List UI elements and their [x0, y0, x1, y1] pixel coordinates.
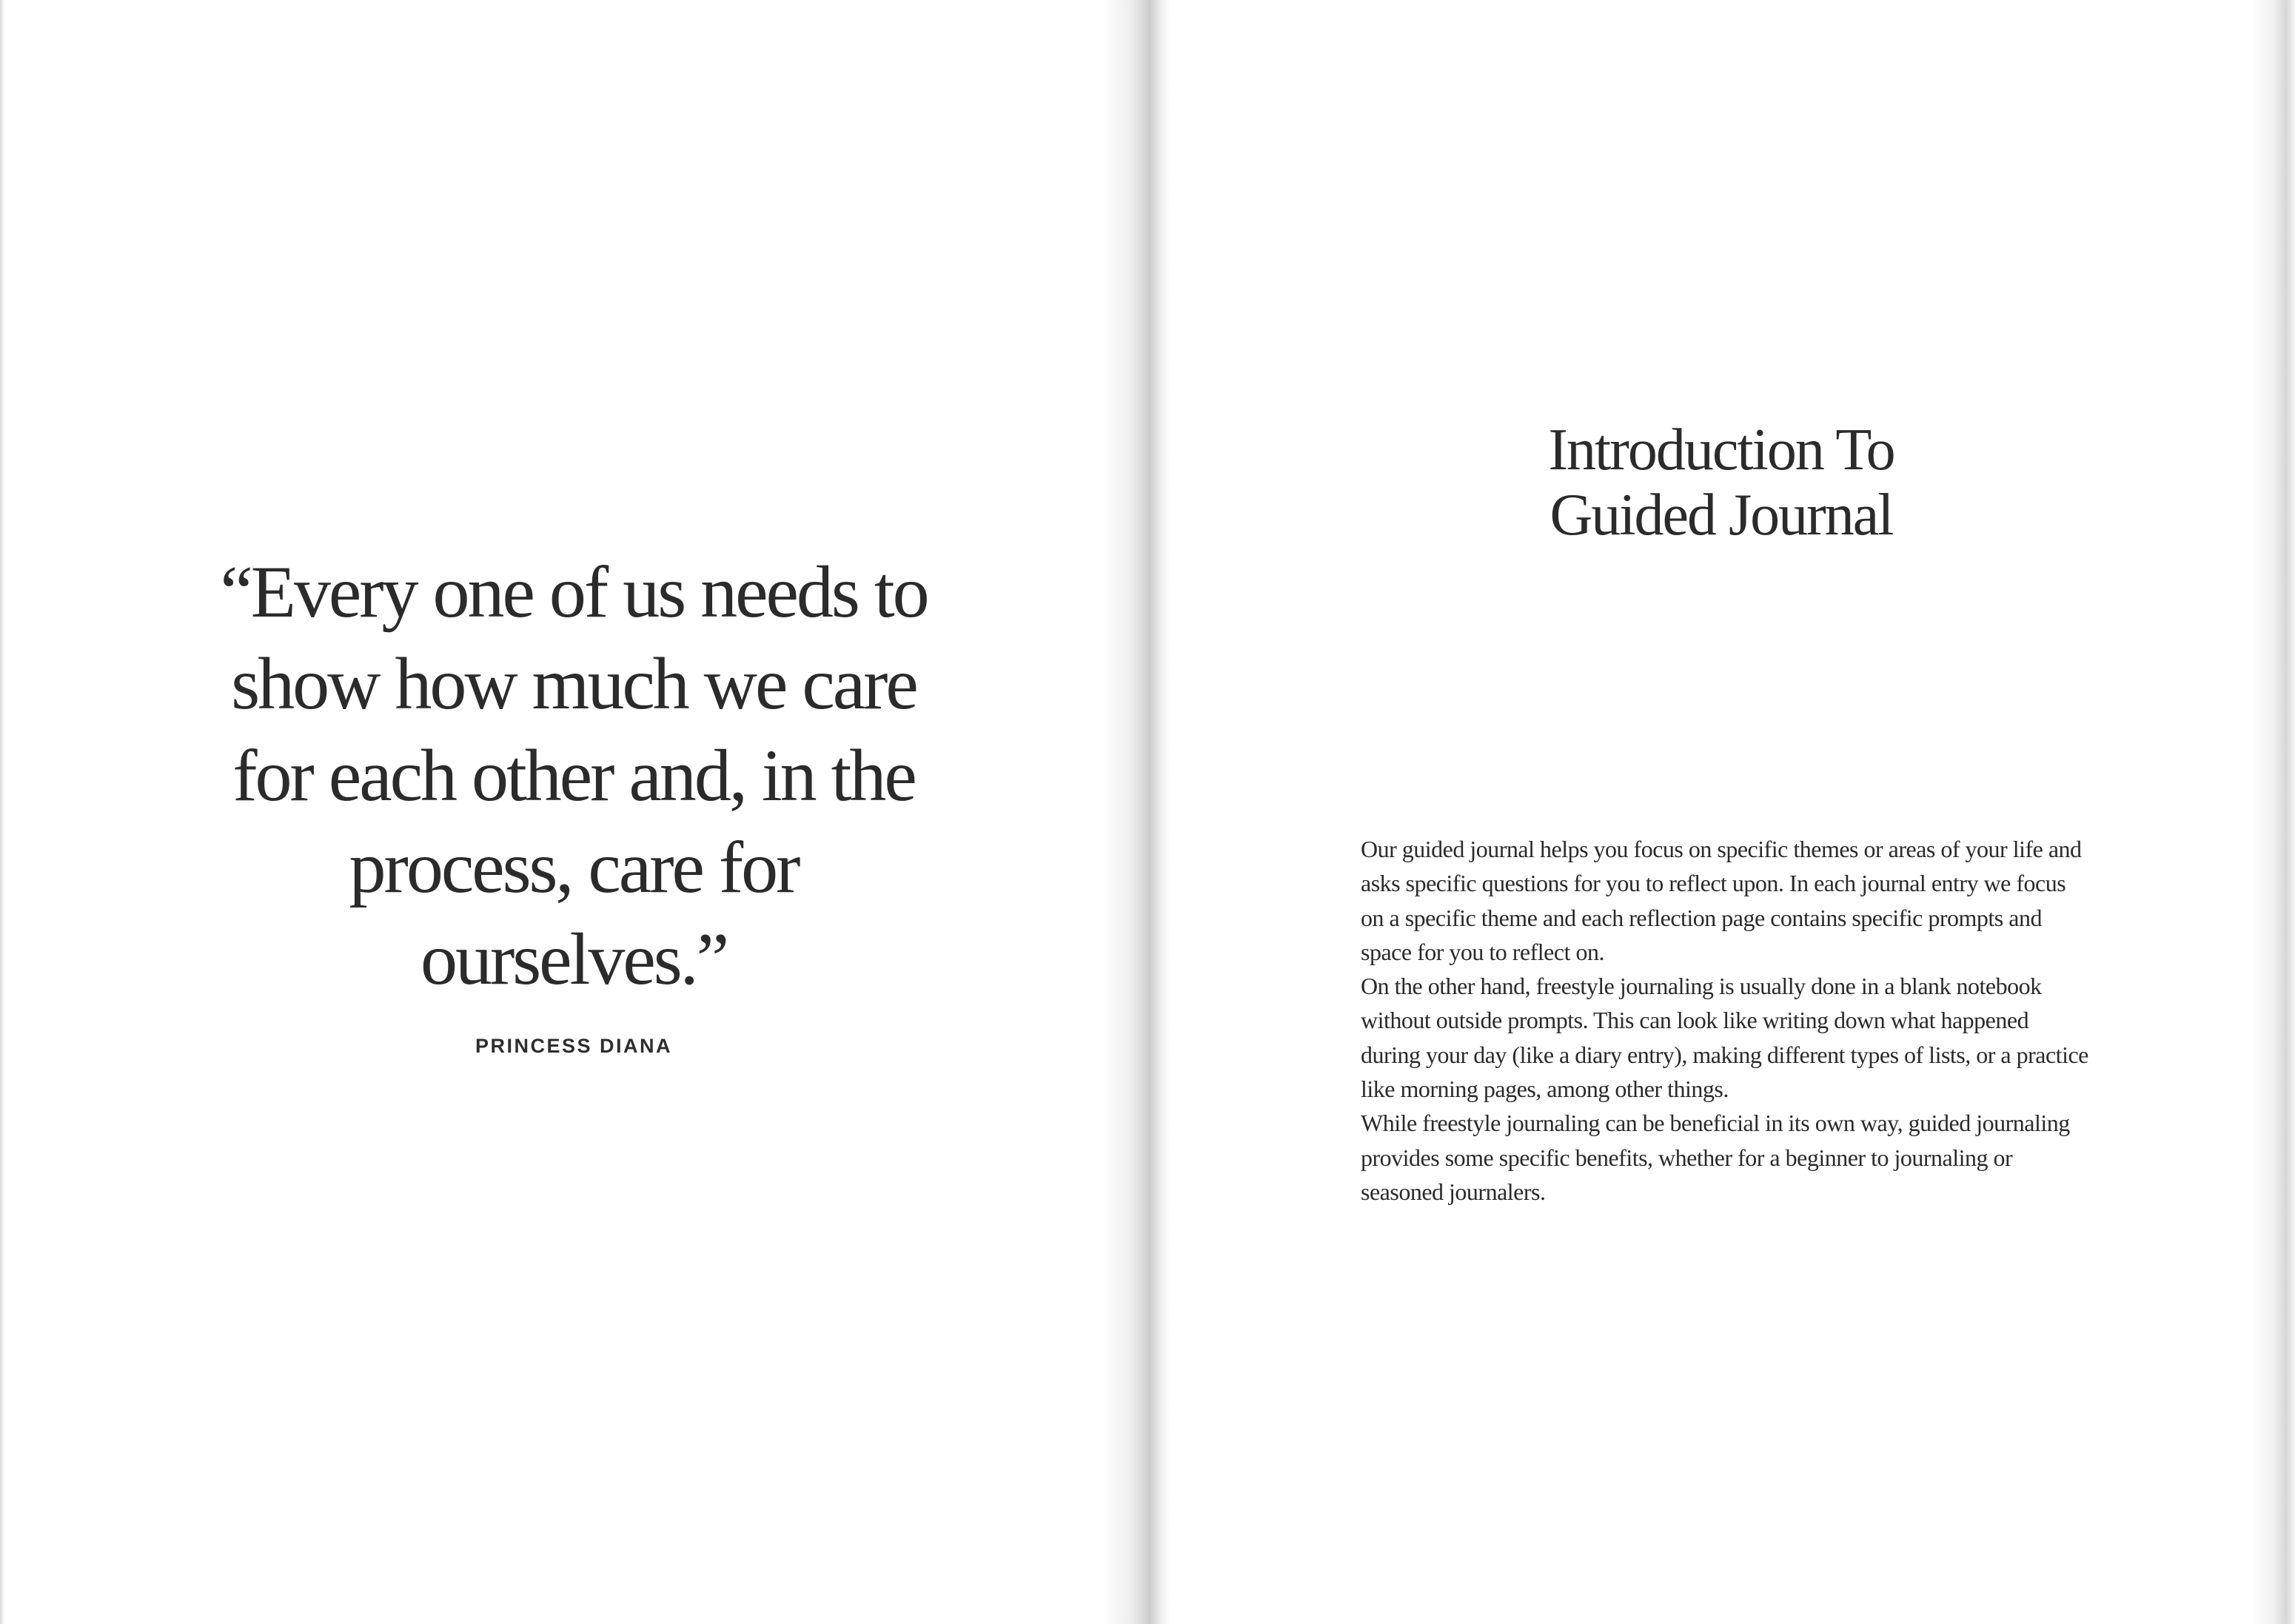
book-gutter-shadow [1103, 0, 1170, 1624]
quote-text: “Every one of us needs to show how much we care for each other and, in the process, care for ourselves.” [220, 551, 928, 1000]
paragraph: While freestyle journaling can be beneficial in its own way, guided journaling provides some specific benefits, whether for a beginner to journaling or seasoned journalers. [1361, 1110, 2070, 1205]
quote-attribution: PRINCESS DIANA [475, 1035, 673, 1057]
paragraph: On the other hand, freestyle journaling is usually done in a blank notebook without outside prompts. This can look like writing down what happened during your day (like a diary entry), making different types of lists, or a practice like morning pages, among other things. [1361, 973, 2088, 1103]
page-edge-shadow [2251, 0, 2295, 1624]
page-title: Introduction To Guided Journal [1548, 417, 1894, 548]
left-page [0, 0, 1144, 1624]
body-text [1361, 832, 2094, 1209]
paragraph: Our guided journal helps you focus on specific themes or areas of your life and asks specific questions for you to reflect upon. In each journal entry we focus on a specific theme and each reflection page contains specific prompts and space for you to reflect on. [1361, 836, 2082, 965]
right-page [1170, 0, 2295, 1624]
